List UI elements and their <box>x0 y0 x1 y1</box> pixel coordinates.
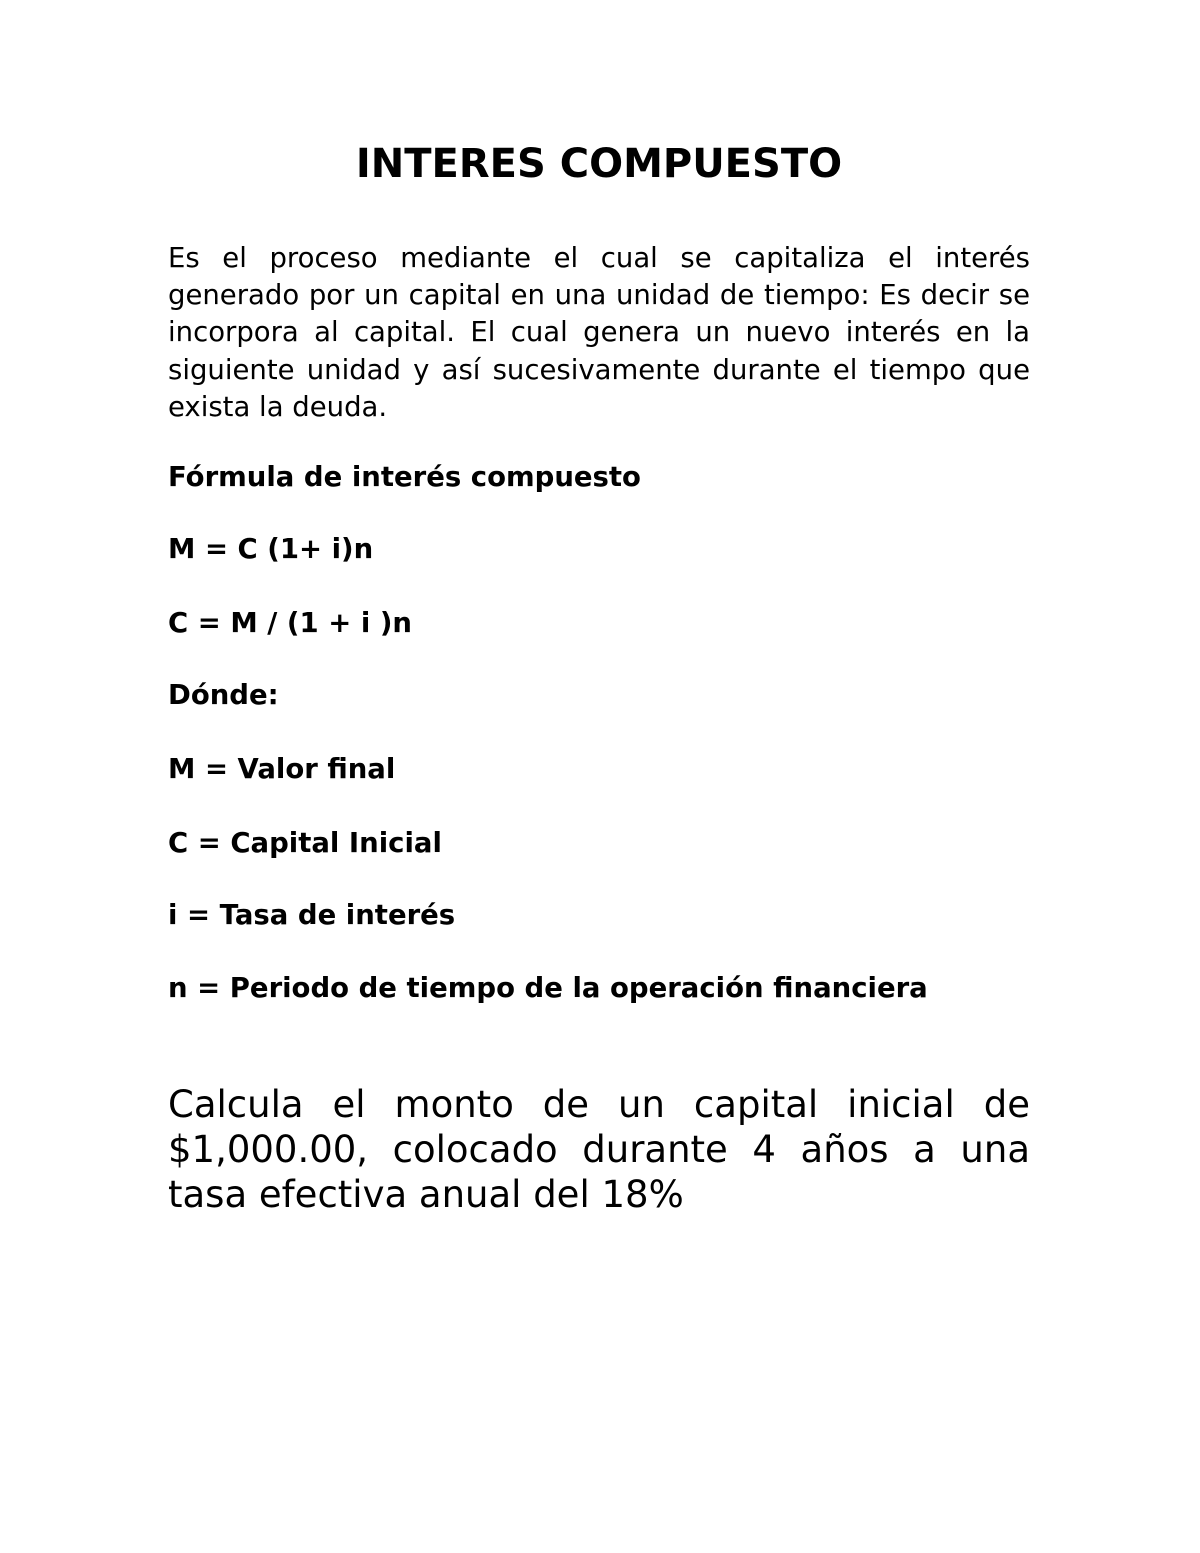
intro-paragraph: Es el proceso mediante el cual se capitaliza el interés generado por un capital en una unidad de tiempo: Es decir se incorpora al capital. El cual genera un nuevo interés en la siguiente unidad y así sucesivamente durante el tiempo que exista la deuda. <box>168 242 1030 423</box>
formula-monto: M = C (1+ i)n <box>168 533 374 565</box>
definition-m: M = Valor final <box>168 753 396 785</box>
definition-i: i = Tasa de interés <box>168 899 456 931</box>
where-label: Dónde: <box>168 679 279 711</box>
formula-heading: Fórmula de interés compuesto <box>168 461 641 493</box>
problem-statement: Calcula el monto de un capital inicial de $1,000.00, colocado durante 4 años a una tasa efectiva anual del 18% <box>168 1083 1030 1216</box>
page-title: INTERES COMPUESTO <box>355 141 843 187</box>
definition-c: C = Capital Inicial <box>168 827 442 859</box>
definition-n: n = Periodo de tiempo de la operación financiera <box>168 972 928 1004</box>
formula-capital: C = M / (1 + i )n <box>168 607 412 639</box>
